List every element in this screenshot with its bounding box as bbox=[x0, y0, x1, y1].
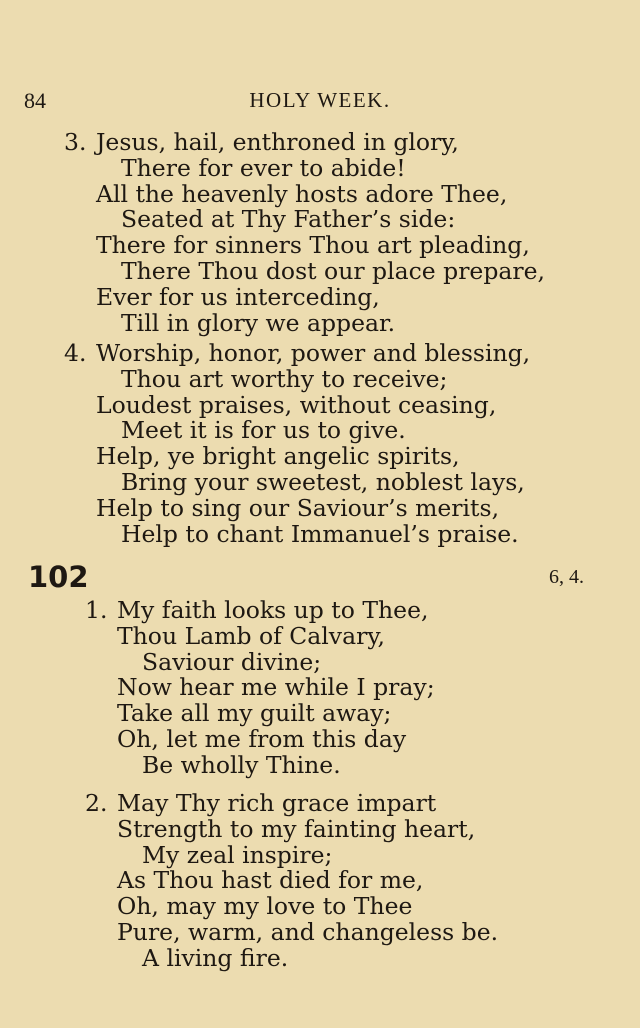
verse-line: Thou Lamb of Calvary, bbox=[117, 621, 385, 650]
verse-line: Till in glory we appear. bbox=[121, 308, 396, 337]
verse-line: Loudest praises, without ceasing, bbox=[96, 390, 497, 419]
verse-line: Now hear me while I pray; bbox=[117, 673, 435, 702]
stanza-3 bbox=[64, 128, 545, 337]
verse-line: Thou art worthy to receive; bbox=[121, 364, 448, 393]
verse-line: Help to sing our Saviour’s merits, bbox=[96, 493, 500, 522]
verse-line: Help, ye bright angelic spirits, bbox=[96, 442, 460, 471]
verse-line: My faith looks up to Thee, bbox=[117, 596, 429, 624]
page-number: 84 bbox=[24, 88, 46, 113]
hymn-number: 102 bbox=[28, 560, 89, 594]
stanza-4 bbox=[64, 339, 531, 548]
verse-line: Meet it is for us to give. bbox=[121, 416, 406, 445]
verse-line: Seated at Thy Father’s side: bbox=[121, 205, 456, 234]
verse-line: A living fire. bbox=[142, 943, 289, 972]
stanza-number: 4. bbox=[64, 339, 87, 367]
stanza-number: 3. bbox=[64, 128, 87, 156]
verse-line: Oh, let me from this day bbox=[117, 724, 407, 753]
verse-line: My zeal inspire; bbox=[142, 840, 333, 869]
verse-line: Ever for us interceding, bbox=[96, 282, 380, 311]
stanza-number: 1. bbox=[85, 596, 108, 624]
verse-line: Worship, honor, power and blessing, bbox=[96, 339, 531, 367]
verse-line: All the heavenly hosts adore Thee, bbox=[96, 179, 508, 208]
verse-line: There for ever to abide! bbox=[121, 153, 406, 182]
verse-line: As Thou hast died for me, bbox=[117, 866, 424, 895]
stanza-1 bbox=[85, 596, 435, 779]
verse-line: Jesus, hail, enthroned in glory, bbox=[96, 128, 459, 156]
verse-line: There for sinners Thou art pleading, bbox=[96, 231, 530, 260]
verse-line: Pure, warm, and changeless be. bbox=[117, 917, 499, 946]
stanza-number: 2. bbox=[85, 789, 108, 817]
page-header bbox=[0, 88, 640, 118]
stanza-2 bbox=[85, 789, 499, 972]
verse-line: Bring your sweetest, noblest lays, bbox=[121, 467, 525, 496]
verse-line: There Thou dost our place prepare, bbox=[121, 256, 545, 285]
verse-line: Saviour divine; bbox=[142, 647, 322, 676]
hymn-meter: 6, 4. bbox=[549, 566, 584, 588]
verse-line: Oh, may my love to Thee bbox=[117, 892, 413, 921]
verse-line: Be wholly Thine. bbox=[142, 750, 341, 779]
verse-line: Help to chant Immanuel’s praise. bbox=[121, 519, 519, 548]
running-head: HOLY WEEK. bbox=[249, 88, 391, 112]
verse-line: Take all my guilt away; bbox=[117, 699, 392, 728]
verse-line: May Thy rich grace impart bbox=[117, 789, 437, 817]
verse-line: Strength to my fainting heart, bbox=[117, 814, 476, 843]
